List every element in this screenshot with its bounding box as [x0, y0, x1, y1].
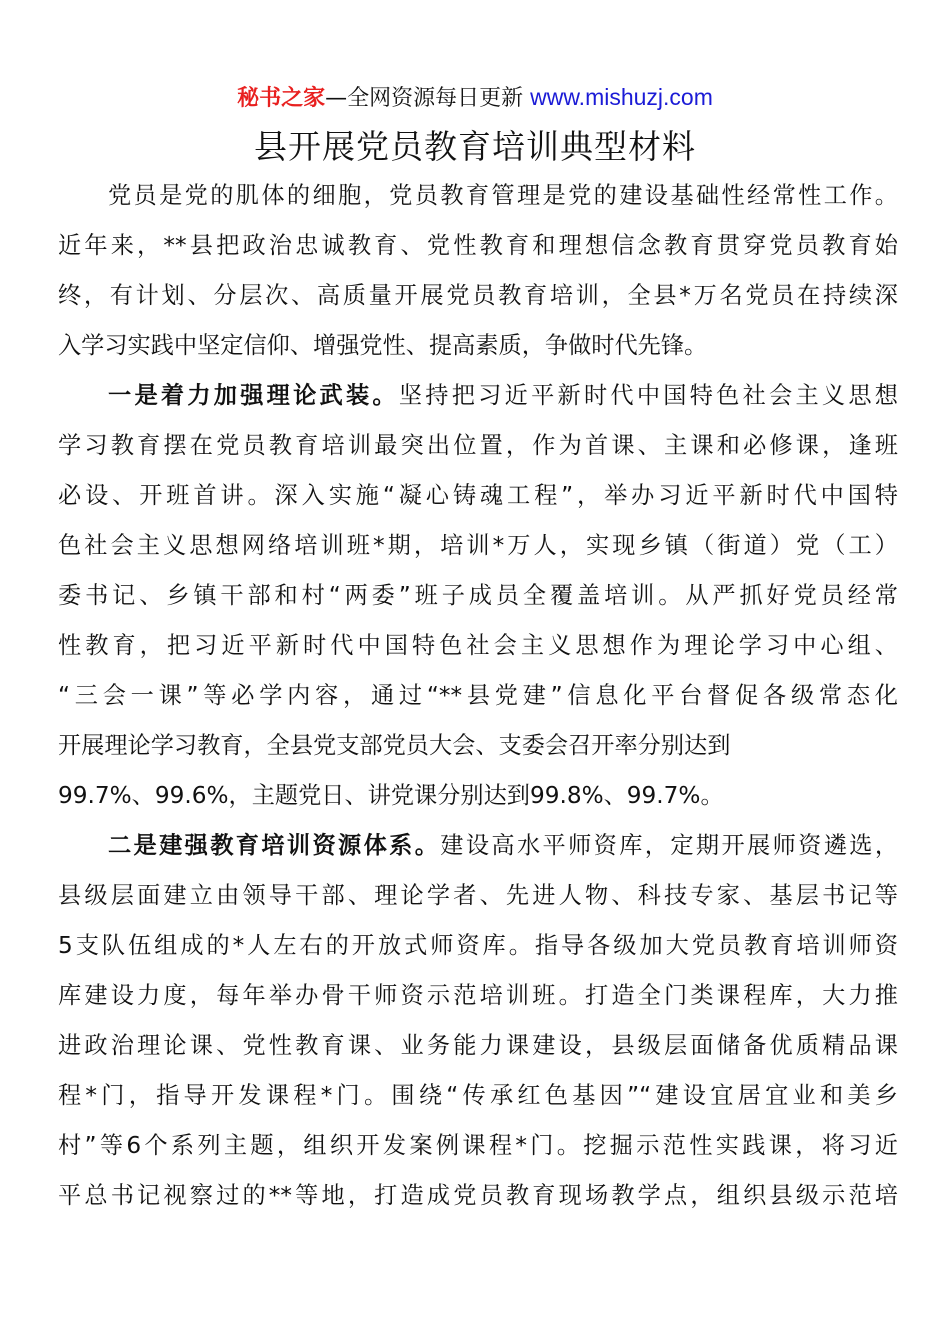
text-line — [58, 171, 898, 221]
text-line — [58, 971, 898, 1021]
text-line — [58, 721, 898, 771]
line-text: 党员是党的肌体的细胞，党员教育管理是党的建设基础性经常性工作。 — [108, 182, 898, 209]
line-text: 坚持把习近平新时代中国特色社会主义思想 — [398, 382, 898, 409]
text-line — [58, 571, 898, 621]
text-line — [58, 621, 898, 671]
line-text: 性教育，把习近平新时代中国特色社会主义思想作为理论学习中心组、 — [58, 632, 898, 659]
text-line — [58, 471, 898, 521]
line-text: 进政治理论课、党性教育课、业务能力课建设，县级层面储备优质精品课 — [58, 1032, 898, 1059]
line-text: 库建设力度，每年举办骨干师资示范培训班。打造全门类课程库，大力推 — [58, 982, 898, 1009]
text-line — [58, 1121, 898, 1171]
line-text: 终，有计划、分层次、高质量开展党员教育培训，全县*万名党员在持续深 — [58, 282, 898, 309]
line-text: 平总书记视察过的**等地，打造成党员教育现场教学点，组织县级示范培 — [58, 1182, 898, 1209]
site-url-link[interactable]: www.mishuzj.com — [530, 84, 713, 110]
section-heading: 二是建强教育培训资源体系。 — [108, 832, 441, 859]
line-text: “三会一课”等必学内容，通过“**县党建”信息化平台督促各级常态化 — [58, 682, 898, 709]
text-line — [58, 321, 898, 371]
text-line — [58, 771, 898, 821]
line-text: 程*门，指导开发课程*门。围绕“传承红色基因”“建设宜居宜业和美乡 — [58, 1082, 898, 1109]
line-text: 5支队伍组成的*人左右的开放式师资库。指导各级加大党员教育培训师资 — [58, 932, 898, 959]
text-line — [58, 521, 898, 571]
line-text: 建设高水平师资库，定期开展师资遴选， — [440, 832, 899, 859]
line-text: 必设、开班首讲。深入实施“凝心铸魂工程”，举办习近平新时代中国特 — [58, 482, 898, 509]
line-text: 学习教育摆在党员教育培训最突出位置，作为首课、主课和必修课，逢班 — [58, 432, 898, 459]
text-line — [58, 221, 898, 271]
line-text: 99.7%、99.6%，主题党日、讲党课分别达到99.8%、99.7%。 — [58, 782, 724, 809]
line-text: 村”等6个系列主题，组织开发案例课程*门。挖掘示范性实践课，将习近 — [58, 1132, 898, 1159]
text-line — [58, 921, 898, 971]
text-line — [58, 421, 898, 471]
text-line — [58, 821, 898, 871]
document-title: 县开展党员教育培训典型材料 — [254, 127, 696, 166]
text-line — [58, 871, 898, 921]
text-line — [58, 271, 898, 321]
line-text: 委书记、乡镇干部和村“两委”班子成员全覆盖培训。从严抓好党员经常 — [58, 582, 898, 609]
section-heading: 一是着力加强理论武装。 — [108, 382, 399, 409]
line-text: 近年来，**县把政治忠诚教育、党性教育和理想信念教育贯穿党员教育始 — [58, 232, 898, 259]
line-text: 色社会主义思想网络培训班*期，培训*万人，实现乡镇（街道）党（工） — [58, 532, 898, 559]
document-body — [58, 171, 898, 1221]
text-line — [58, 371, 898, 421]
text-line — [58, 1071, 898, 1121]
line-text: 开展理论学习教育，全县党支部党员大会、支委会召开率分别达到 — [58, 732, 731, 759]
line-text: 入学习实践中坚定信仰、增强党性、提高素质，争做时代先锋。 — [58, 332, 708, 359]
site-brand: 秘书之家 — [237, 86, 326, 111]
site-header — [0, 80, 950, 116]
text-line — [58, 1021, 898, 1071]
line-text: 县级层面建立由领导干部、理论学者、先进人物、科技专家、基层书记等 — [58, 882, 898, 909]
text-line — [58, 671, 898, 721]
site-tagline: —全网资源每日更新 — [325, 86, 531, 111]
text-line — [58, 1171, 898, 1221]
